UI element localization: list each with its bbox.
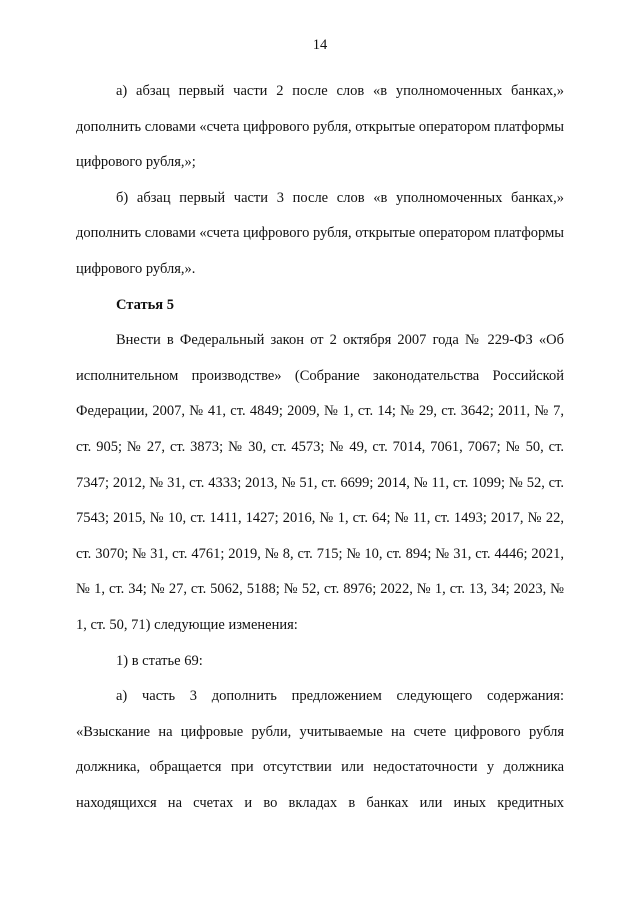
- paragraph-amendment-intro: Внести в Федеральный закон от 2 октября 2007 года № 229-ФЗ «Об исполнительном производстве» (Собрание законодательства Российской Федерации, 2007, № 41, ст. 4849; 2009, № 1, ст. 14; № 29, ст. 3642; 2011, № 7, ст. 905; № 27, ст. 3873; № 30, ст. 4573; № 49, ст. 7014, 7061, 7067; № 50, ст. 7347; 2012, № 31, ст. 4333; 2013, № 51, ст. 6699; 2014, № 11, ст. 1099; № 52, ст. 7543; 2015, № 10, ст. 1411, 1427; 2016, № 1, ст. 64; № 11, ст. 1493; 2017, № 22, ст. 3070; № 31, ст. 4761; 2019, № 8, ст. 715; № 10, ст. 894; № 31, ст. 4446; 2021, № 1, ст. 34; № 27, ст. 5062, 5188; № 52, ст. 8976; 2022, № 1, ст. 13, 34; 2023, № 1, ст. 50, 71) следующие изменения:: [76, 332, 564, 633]
- paragraph-b-part-3: б) абзац первый части 3 после слов «в уполномоченных банках,» дополнить словами «счета цифрового рубля, открытые оператором платформы цифрового рубля,».: [76, 189, 564, 277]
- paragraph-item-a-part-3: а) часть 3 дополнить предложением следующего содержания: «Взыскание на цифровые рубли, учитываемые на счете цифрового рубля должника, обращается при отсутствии или недостаточности у должника находящихся на счетах и во вкладах в банках или иных кредитных: [76, 688, 564, 811]
- page-number: 14: [312, 37, 328, 53]
- article-heading: Статья 5: [116, 296, 174, 313]
- document-body: [76, 74, 564, 821]
- paragraph-a-part-2: а) абзац первый части 2 после слов «в уполномоченных банках,» дополнить словами «счета цифрового рубля, открытые оператором платформы цифрового рубля,»;: [76, 83, 564, 171]
- paragraph-item-1: 1) в статье 69:: [116, 652, 203, 669]
